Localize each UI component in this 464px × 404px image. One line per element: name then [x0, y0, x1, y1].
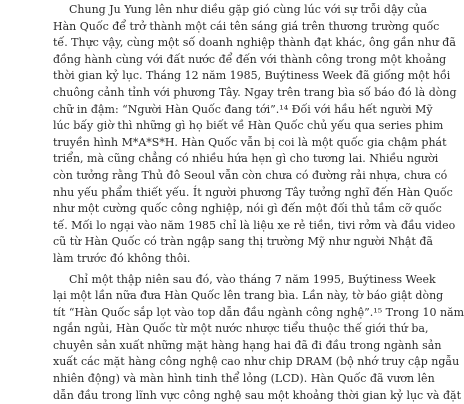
text-line: triển, mà cũng chẳng có nhiều hứa hẹn gì cho tương lai. Nhiều người [53, 151, 355, 168]
text-line: như một cường quốc công nghiệp, nói gì đến một đối thủ tầm cỡ quốc [53, 201, 355, 218]
text-line: dẫn đầu trong lĩnh vực công nghệ sau một khoảng thời gian kỷ lục và đặt [53, 388, 355, 404]
text-line: Chung Ju Yung lên như diều gặp gió cùng lúc với sự trỗi dậy của [53, 2, 355, 19]
paragraph-2 [53, 272, 355, 404]
text-line: Hàn Quốc để trở thành một cái tên sáng giá trên thương trường quốc [53, 19, 355, 36]
text-line: thời gian kỷ lục. Tháng 12 năm 1985, Buýtiness Week đã giống một hồi [53, 68, 355, 85]
text-line: chữ in đậm: “Người Hàn Quốc đang tới”.¹⁴ Đối với hầu hết người Mỹ [53, 102, 355, 119]
text-line: xuất các mặt hàng công nghệ cao như chip DRAM (bộ nhớ truy cập ngẫu [53, 354, 355, 371]
text-line: tít “Hàn Quốc sắp lọt vào top dẫn đầu ngành công nghệ”.¹⁵ Trong 10 năm [53, 305, 355, 322]
text-line: lúc bấy giờ thì những gì họ biết về Hàn Quốc chủ yếu qua series phim [53, 118, 355, 135]
text-line: Chỉ một thập niên sau đó, vào tháng 7 năm 1995, Buýtiness Week [53, 272, 355, 289]
text-line: cũ từ Hàn Quốc có tràn ngập sang thị trường Mỹ như người Nhật đã [53, 234, 355, 251]
text-line: còn tưởng rằng Thủ đô Seoul vẫn còn chưa có đường rải nhựa, chưa có [53, 168, 355, 185]
text-line: ngắn ngủi, Hàn Quốc từ một nước nhược tiểu thuộc thế giới thứ ba, [53, 321, 355, 338]
text-line: đồng hành cùng với đất nước để đến với thành công trong một khoảng [53, 52, 355, 69]
text-line: chuyên sản xuất những mặt hàng hạng hai đã đi đầu trong ngành sản [53, 338, 355, 355]
paragraph-1 [53, 2, 355, 268]
text-line: nhu yếu phẩm thiết yếu. Ít người phương Tây tưởng nghĩ đến Hàn Quốc [53, 185, 355, 202]
text-line: nhiên động) và màn hình tinh thể lỏng (LCD). Hàn Quốc đã vươn lên [53, 371, 355, 388]
text-line: lại một lần nữa đưa Hàn Quốc lên trang bìa. Lần này, tờ báo giật dòng [53, 288, 355, 305]
text-line: chuông cảnh tỉnh với phương Tây. Ngay trên trang bìa số báo đó là dòng [53, 85, 355, 102]
text-line: truyền hình M*A*S*H. Hàn Quốc vẫn bị coi là một quốc gia chậm phát [53, 135, 355, 152]
body-text [53, 2, 355, 404]
text-line: tế. Thực vậy, cùng một số doanh nghiệp thành đạt khác, ông gần như đã [53, 35, 355, 52]
text-line: tế. Mối lo ngại vào năm 1985 chỉ là liệu xe rẻ tiền, tivi rởm và đầu video [53, 218, 355, 235]
text-line: làm trước đó không thôi. [53, 251, 355, 268]
